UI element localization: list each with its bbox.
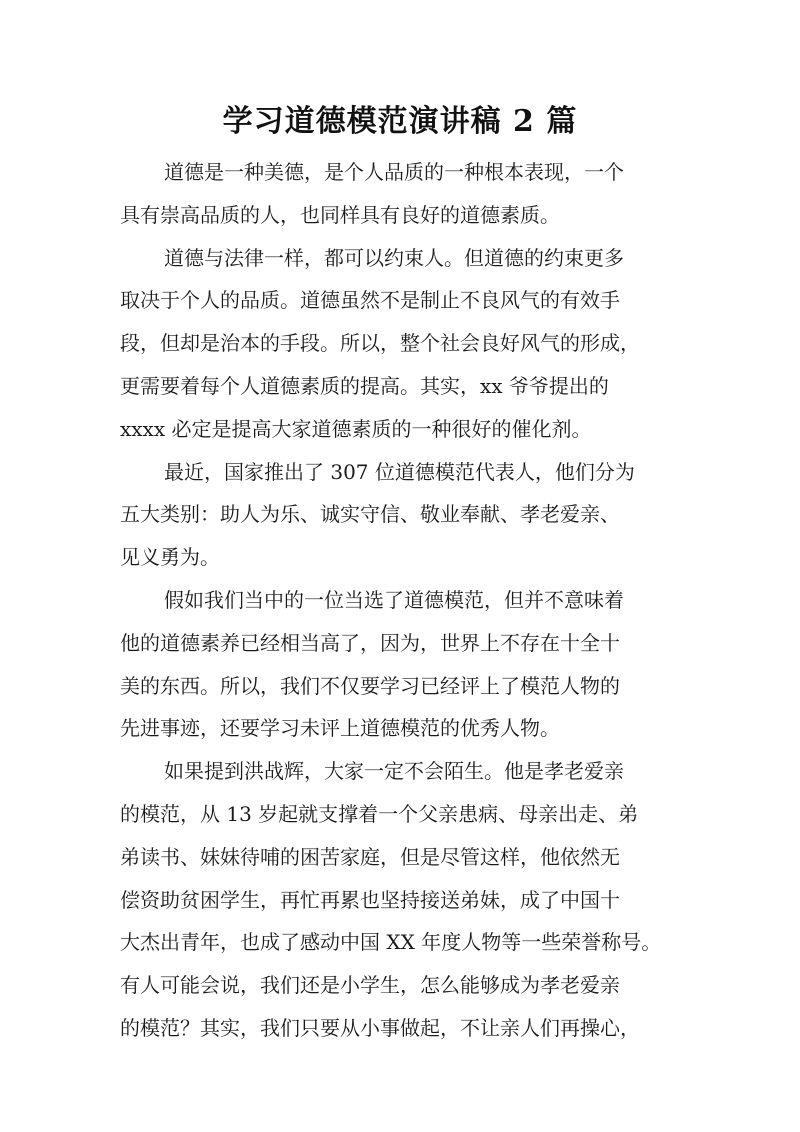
paragraph-line: 如果提到洪战辉，大家一定不会陌生。他是孝老爱亲 xyxy=(164,759,624,784)
paragraph-line: 的模范？其实，我们只要从小事做起，不让亲人们再操心， xyxy=(120,1015,640,1040)
paragraph-line: 取决于个人的品质。道德虽然不是制止不良风气的有效手 xyxy=(120,288,620,313)
paragraph-line: 见义勇为。 xyxy=(120,545,220,570)
paragraph-line: 道德是一种美德，是个人品质的一种根本表现，一个 xyxy=(164,160,624,184)
paragraph-line: 他的道德素养已经相当高了，因为，世界上不存在十全十 xyxy=(120,630,620,655)
paragraph-line: 弟读书、妹妹待哺的困苦家庭，但是尽管这样，他依然无 xyxy=(120,844,620,869)
paragraph-line: xxxx 必定是提高大家道德素质的一种很好的催化剂。 xyxy=(120,416,592,441)
paragraph-line: 偿资助贫困学生，再忙再累也坚持接送弟妹，成了中国十 xyxy=(120,887,620,912)
paragraph-line: 大杰出青年，也成了感动中国 XX 年度人物等一些荣誉称号。 xyxy=(120,930,662,955)
paragraph-line: 五大类别：助人为乐、诚实守信、敬业奉献、孝老爱亲、 xyxy=(120,502,620,527)
paragraph-line: 段，但却是治本的手段。所以，整个社会良好风气的形成， xyxy=(120,331,640,356)
paragraph-line: 的模范，从 13 岁起就支撑着一个父亲患病、母亲出走、弟 xyxy=(120,801,639,826)
paragraph-line: 具有崇高品质的人，也同样具有良好的道德素质。 xyxy=(120,202,560,227)
paragraph-line: 有人可能会说，我们还是小学生，怎么能够成为孝老爱亲 xyxy=(120,973,620,998)
paragraph-line: 最近，国家推出了 307 位道德模范代表人，他们分为 xyxy=(164,459,635,484)
document-body xyxy=(120,158,690,1057)
paragraph-line: 美的东西。所以，我们不仅要学习已经评上了模范人物的 xyxy=(120,673,620,698)
paragraph-line: 假如我们当中的一位当选了道德模范，但并不意味着 xyxy=(164,587,624,612)
paragraph-line: 道德与法律一样，都可以约束人。但道德的约束更多 xyxy=(164,245,624,270)
paragraph-line: 先进事迹，还要学习未评上道德模范的优秀人物。 xyxy=(120,716,560,741)
paragraph-line: 更需要着每个人道德素质的提高。其实，xx 爷爷提出的 xyxy=(120,373,609,398)
document-title: 学习道德模范演讲稿 2 篇 xyxy=(222,104,578,139)
